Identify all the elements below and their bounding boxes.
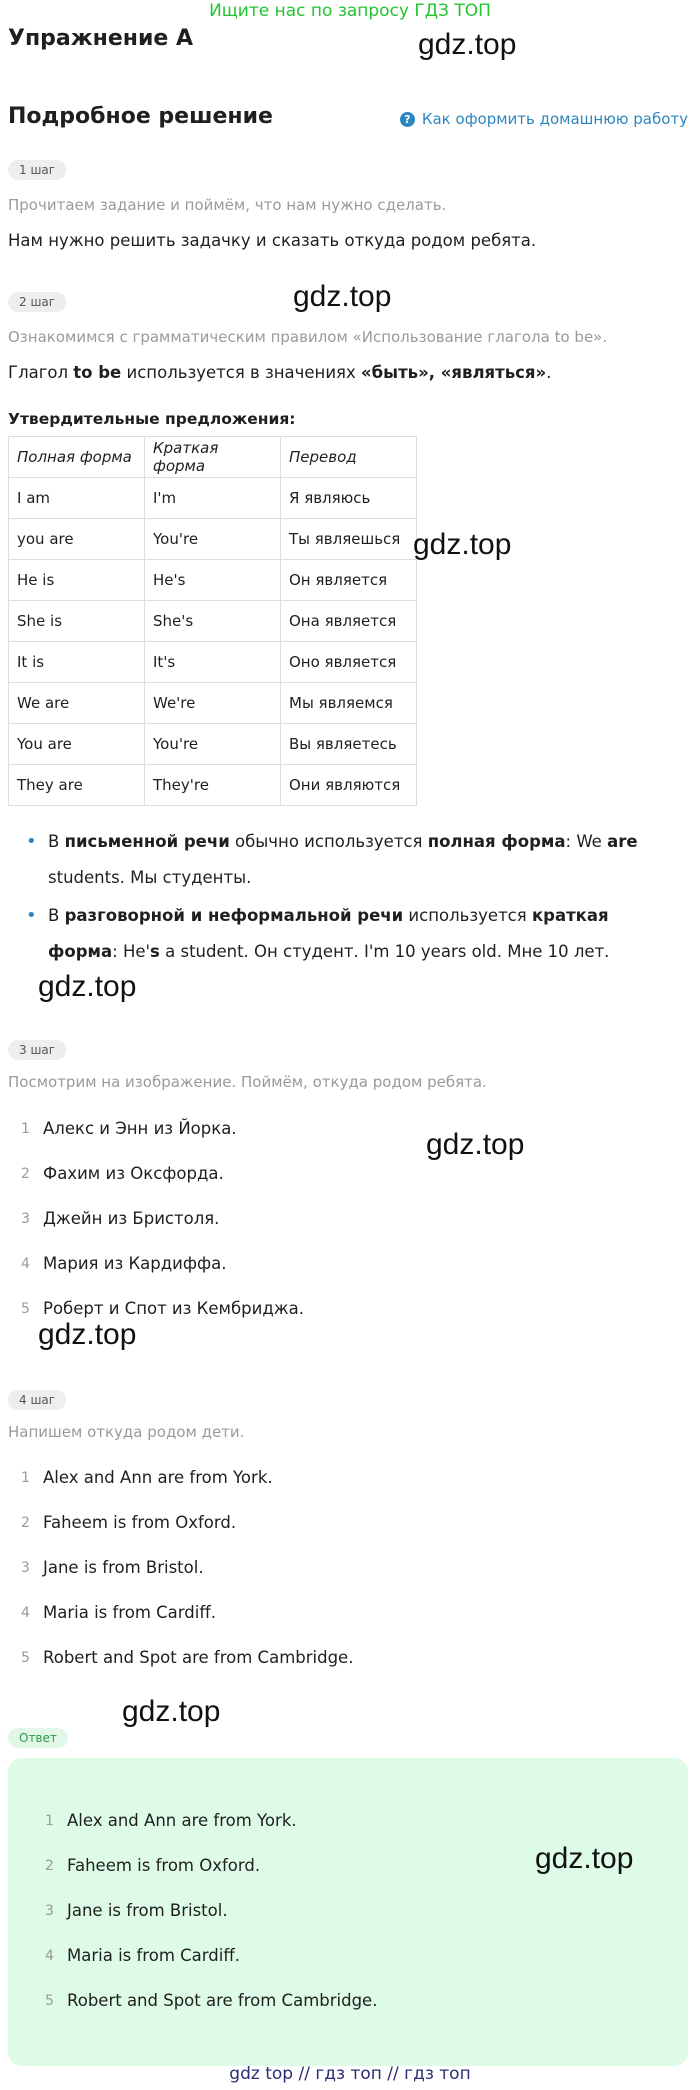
list-item: 4 Мария из Кардиффа. [21,1254,227,1273]
watermark: gdz.top [426,1128,525,1161]
note-part: разговорной и неформальной речи [64,906,404,925]
watermark: gdz.top [418,28,517,61]
table-cell: He is [9,560,145,601]
table-header-cell: Краткая форма [145,437,281,478]
list-item: 3 Джейн из Бристоля. [21,1209,220,1228]
note-part: краткая форма [48,906,609,961]
list-item-text: Alex and Ann are from York. [43,1468,273,1487]
list-item: 3 Jane is from Bristol. [21,1558,204,1577]
table-header-row [9,437,417,478]
list-item-text: Maria is from Cardiff. [43,1603,216,1622]
table-cell: you are [9,519,145,560]
solution-title: Подробное решение [8,104,273,129]
table-row [9,642,417,683]
table-cell: You're [145,724,281,765]
table-cell: It's [145,642,281,683]
search-banner: Ищите нас по запросу ГДЗ ТОП [209,1,491,21]
note-part: a student. Он студент. I'm 10 years old. Мне 10 лет. [159,942,610,961]
step-1-badge: 1 шаг [8,160,66,180]
list-item-text: Faheem is from Oxford. [43,1513,237,1532]
table-cell: Он является [281,560,417,601]
table-cell: Они являются [281,765,417,806]
watermark: gdz.top [38,970,137,1003]
table-row [9,724,417,765]
note-part: полная форма [427,832,566,851]
list-item-text: Мария из Кардиффа. [43,1254,227,1273]
list-item: 5 Robert and Spot are from Cambridge. [21,1648,354,1667]
watermark: gdz.top [413,528,512,561]
list-item-text: Роберт и Спот из Кембриджа. [43,1299,304,1318]
note-part: : He' [112,942,151,961]
list-item-text: Алекс и Энн из Йорка. [43,1119,237,1138]
rule-text-part: Глагол [8,363,74,382]
to-be-table [8,436,417,806]
table-row [9,478,417,519]
watermark: gdz.top [38,1318,137,1351]
list-item: 5 Роберт и Спот из Кембриджа. [21,1299,304,1318]
watermark: gdz.top [535,1842,634,1875]
list-item: 5 Robert and Spot are from Cambridge. [45,1991,378,2010]
notes-list [8,824,668,972]
step-3-badge: 3 шаг [8,1040,66,1060]
answer-badge: Ответ [8,1728,68,1748]
table-row [9,765,417,806]
table-title: Утвердительные предложения: [8,410,296,428]
exercise-title: Упражнение A [8,26,193,51]
list-item-text: Джейн из Бристоля. [43,1209,220,1228]
step-3-hint: Посмотрим на изображение. Поймём, откуда родом ребята. [8,1073,487,1091]
list-item: 2 Faheem is from Oxford. [45,1856,261,1875]
table-cell: Вы являетесь [281,724,417,765]
list-item: 4 Maria is from Cardiff. [21,1603,216,1622]
table-cell: You're [145,519,281,560]
note-part: В [48,906,65,925]
table-cell: They are [9,765,145,806]
rule-text [8,363,551,382]
table-cell: He's [145,560,281,601]
table-header-cell: Перевод [281,437,417,478]
table-cell: We're [145,683,281,724]
watermark: gdz.top [122,1695,221,1728]
step-3-list [8,1106,304,1331]
howto-link[interactable] [400,110,688,128]
list-item: 4 Maria is from Cardiff. [45,1946,240,1965]
table-cell: I'm [145,478,281,519]
table-cell: They're [145,765,281,806]
note-part: обычно используется [229,832,428,851]
table-cell: You are [9,724,145,765]
list-item-text: Faheem is from Oxford. [67,1856,261,1875]
step-4-hint: Напишем откуда родом дети. [8,1423,245,1441]
list-item-text: Alex and Ann are from York. [67,1811,297,1830]
table-cell: Мы являемся [281,683,417,724]
rule-text-part: используется в значениях [121,363,361,382]
list-item: 1 Alex and Ann are from York. [45,1811,297,1830]
list-item: 1 Алекс и Энн из Йорка. [21,1119,237,1138]
note-part: используется [403,906,532,925]
list-item-text: Фахим из Оксфорда. [43,1164,224,1183]
list-item-text: Jane is from Bristol. [67,1901,228,1920]
step-1-hint: Прочитаем задание и поймём, что нам нужно сделать. [8,196,447,214]
table-cell: She's [145,601,281,642]
step-4-list [8,1455,353,1680]
note-part: : We [565,832,608,851]
note-part: are [607,832,638,851]
note-spoken [8,898,668,970]
note-part: В [48,832,65,851]
table-cell: It is [9,642,145,683]
table-cell: Оно является [281,642,417,683]
table-cell: We are [9,683,145,724]
note-part: s [150,942,160,961]
table-row [9,683,417,724]
step-2-hint: Ознакомимся с грамматическим правилом «Использование глагола to be». [8,328,608,346]
howto-link-label: Как оформить домашнюю работу [421,110,688,128]
table-row [9,519,417,560]
list-item: 3 Jane is from Bristol. [45,1901,228,1920]
table-cell: I am [9,478,145,519]
note-written [8,824,668,896]
list-item-text: Jane is from Bristol. [43,1558,204,1577]
list-item: 1 Alex and Ann are from York. [21,1468,273,1487]
step-4-badge: 4 шаг [8,1390,66,1410]
list-item-text: Robert and Spot are from Cambridge. [43,1648,354,1667]
rule-text-part: . [546,363,552,382]
footer-links: gdz top // гдз топ // гдз топ [229,2064,471,2084]
table-cell: Ты являешься [281,519,417,560]
table-cell: Я являюсь [281,478,417,519]
rule-text-part: «быть», «являться» [361,363,547,382]
list-item-text: Robert and Spot are from Cambridge. [67,1991,378,2010]
table-row [9,601,417,642]
list-item-text: Maria is from Cardiff. [67,1946,240,1965]
help-icon: ? [400,112,415,127]
table-header-cell: Полная форма [9,437,145,478]
list-item: 2 Фахим из Оксфорда. [21,1164,224,1183]
answer-list [32,1798,377,2023]
table-row [9,560,417,601]
note-part: письменной речи [64,832,230,851]
step-2-badge: 2 шаг [8,292,66,312]
table-cell: She is [9,601,145,642]
list-item: 2 Faheem is from Oxford. [21,1513,237,1532]
watermark: gdz.top [293,280,392,313]
table-cell: Она является [281,601,417,642]
rule-text-part: to be [73,363,122,382]
step-1-text: Нам нужно решить задачку и сказать откуда родом ребята. [8,231,537,250]
note-part: students. Мы студенты. [48,868,252,887]
